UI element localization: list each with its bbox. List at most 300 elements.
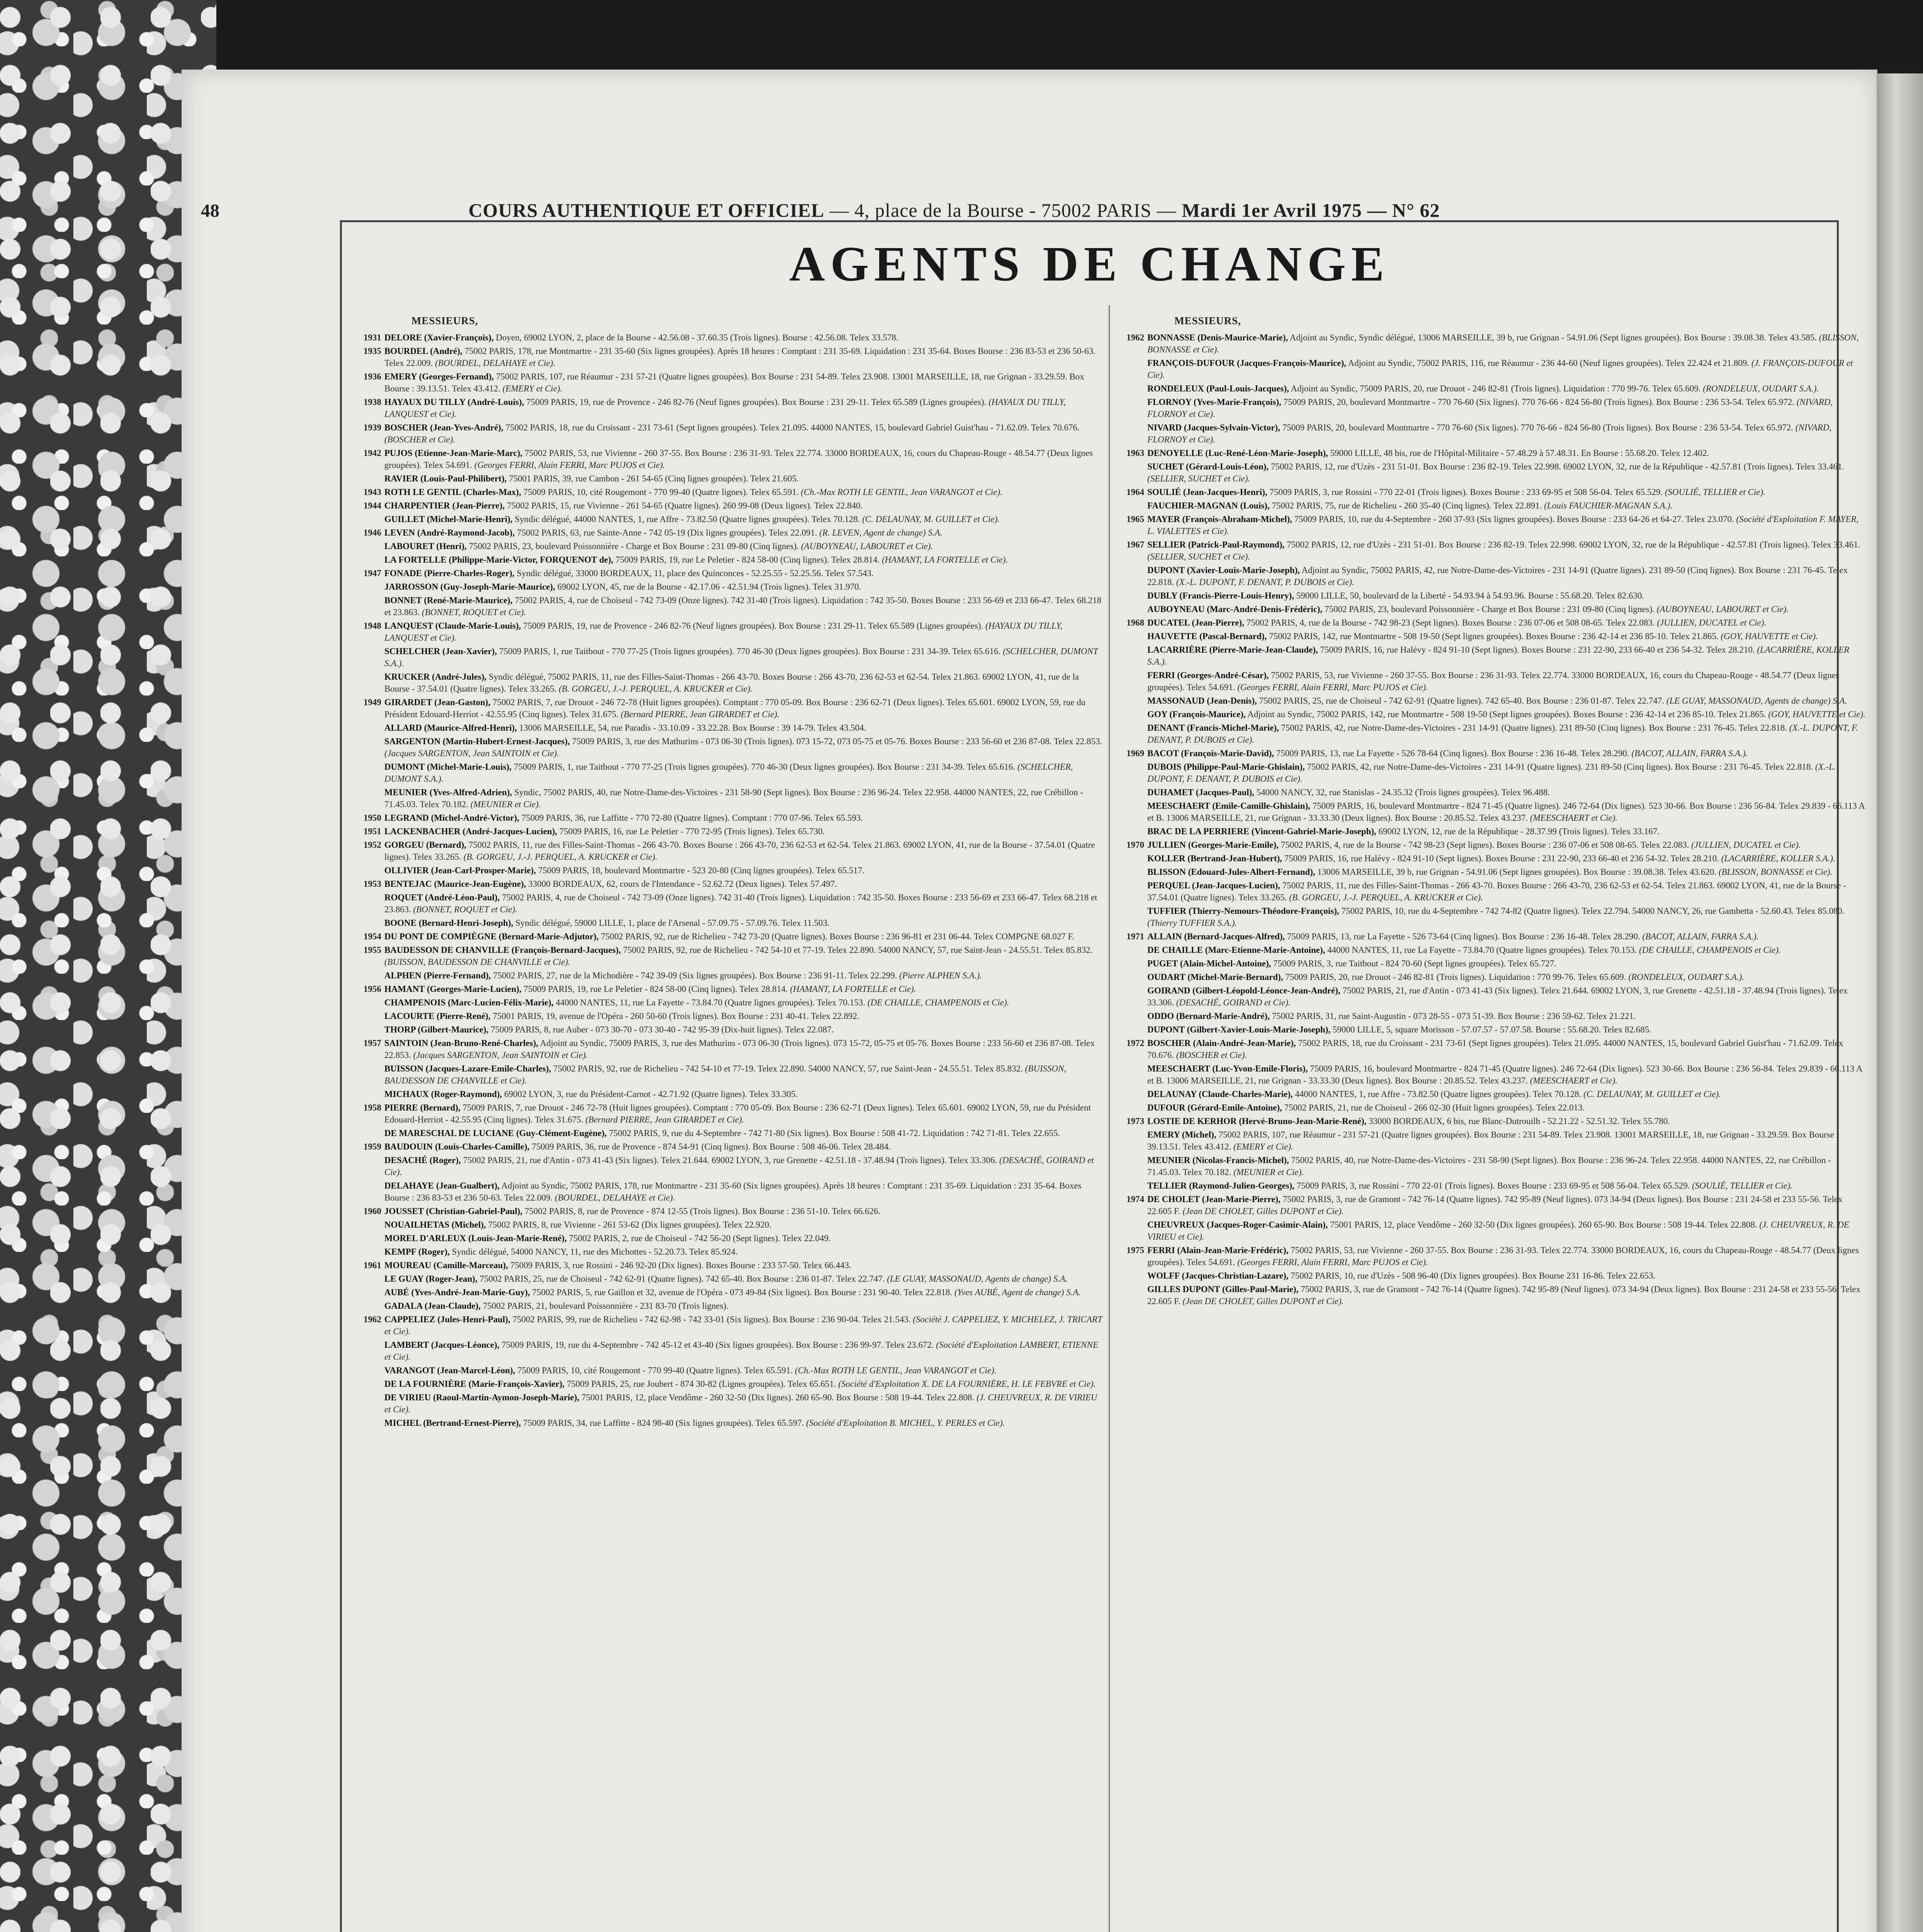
agent-entry — [357, 1010, 1103, 1022]
agent-firm: (JULLIEN, DUCATEL et Cie). — [1691, 840, 1801, 850]
agent-entry — [357, 1339, 1103, 1363]
agent-firm: (X.-L. DUPONT, F. DENANT, P. DUBOIS et Cie). — [1147, 723, 1858, 745]
agent-firm: (BACOT, ALLAIN, FARRA S.A.). — [1631, 748, 1748, 758]
entry-text — [384, 825, 1103, 837]
agent-name: FAUCHIER-MAGNAN (Louis), — [1147, 501, 1270, 510]
agent-details: 75009 PARIS, 25, rue Joubert - 874 30-82 (Lignes groupées). Telex 65.651. — [567, 1379, 836, 1389]
entry-year — [1120, 590, 1147, 602]
agent-name: MEUNIER (Nicolas-Francis-Michel), — [1147, 1155, 1289, 1165]
entry-text — [384, 878, 1103, 890]
agent-entry — [1120, 383, 1866, 395]
entry-text — [1147, 1270, 1866, 1282]
entry-text — [384, 1246, 1103, 1258]
agent-details: 75002 PARIS, 42, rue Notre-Dame-des-Victoires - 231 14-91 (Quatre lignes). 231 89-50 (Cinq lignes). Box Bourse : 231 76-45. Telex 22.818. — [1281, 723, 1787, 733]
agent-name: RONDELEUX (Paul-Louis-Jacques), — [1147, 384, 1289, 393]
entry-year — [357, 594, 384, 618]
entry-text — [1147, 1010, 1866, 1022]
agent-name: LACARRIÈRE (Pierre-Marie-Jean-Claude), — [1147, 645, 1318, 655]
entry-year — [357, 997, 384, 1009]
agent-entry — [357, 1286, 1103, 1298]
agent-entry — [1120, 357, 1866, 381]
entry-year — [357, 864, 384, 876]
agent-name: BENTEJAC (Maurice-Jean-Eugène), — [384, 879, 526, 889]
agent-name: KEMPF (Roger), — [384, 1247, 450, 1257]
entry-year — [1120, 1063, 1147, 1087]
page-edge-stack — [1877, 73, 1923, 1932]
agent-name: DE MARESCHAL DE LUCIANE (Guy-Clément-Eugène), — [384, 1128, 607, 1138]
entry-year: 1953 — [364, 879, 381, 889]
agent-details: Syndic délégué, 75002 PARIS, 11, rue des Filles-Saint-Thomas - 266 43-70. Boxes Bourse : 266 43-70, 236 62-53 et 62-54. Telex 21.863. 69002 LYON, 41, rue de la Bourse - 37.54.01 (Quatre lignes). Telex 33.265. — [384, 672, 1079, 694]
agent-name: MEESCHAERT (Emile-Camille-Ghislain), — [1147, 801, 1310, 811]
agent-name: EMERY (Georges-Fernand), — [384, 372, 494, 381]
agent-name: JARROSSON (Guy-Joseph-Marie-Maurice), — [384, 582, 555, 592]
agent-name: SUCHET (Gérard-Louis-Léon), — [1147, 462, 1269, 471]
entry-text — [1147, 1193, 1866, 1217]
agent-entry — [357, 1024, 1103, 1036]
agent-details: Adjoint au Syndic, 75002 PARIS, 116, rue Réaumur - 236 44-60 (Neuf lignes groupées). Telex 22.424 et 21.809. — [1348, 358, 1750, 368]
agent-entry — [357, 1391, 1103, 1415]
agent-name: AUBÉ (Yves-André-Jean-Marie-Guy), — [384, 1287, 530, 1297]
agent-firm: (SELLIER, SUCHET et Cie). — [1147, 552, 1250, 561]
agent-entry — [357, 486, 1103, 498]
agent-entry — [357, 1088, 1103, 1100]
agent-name: LACKENBACHER (André-Jacques-Lucien), — [384, 827, 557, 836]
entry-text — [1147, 461, 1866, 485]
agent-entry — [357, 696, 1103, 720]
agent-details: 75009 PARIS, 3, rue Rossini - 770 22-01 (Trois lignes). Boxes Bourse : 233 69-95 et 508 56-04. Telex 65.529. — [1296, 1181, 1690, 1190]
agent-name: BAUDOUIN (Louis-Charles-Camille), — [384, 1142, 530, 1151]
agent-firm: (C. DELAUNAY, M. GUILLET et Cie). — [1583, 1089, 1721, 1099]
agent-name: ALLARD (Maurice-Alfred-Henri), — [384, 723, 517, 733]
entry-year — [1120, 852, 1147, 864]
agent-entry — [1120, 708, 1866, 720]
agent-firm: (BLISSON, BONNASSE et Cie). — [1718, 867, 1833, 877]
agent-details: 75002 PARIS, 178, rue Montmartre - 231 35-60 (Six lignes groupées). Après 18 heures : Comptant : 231 35-69. Liquidation : 231 35-64. Boxes Bourse : 236 83-53 et 236 50-63. Telex 22.009. — [384, 346, 1096, 368]
entry-text — [384, 554, 1103, 566]
agent-name: DUCATEL (Jean-Pierre), — [1147, 618, 1244, 628]
entry-text — [384, 1417, 1103, 1429]
agent-firm: (GOY, HAUVETTE et Cie). — [1721, 631, 1818, 641]
agent-details: 75009 PARIS, 20, boulevard Montmartre - 770 76-60 (Six lignes). 770 76-66 - 824 56-80 (Trois lignes). Box Bourse : 236 53-54. Telex 65.972. — [1282, 423, 1793, 432]
right-column — [1120, 315, 1866, 1932]
agent-entry — [357, 983, 1103, 995]
agent-firm: (HAMANT, LA FORTELLE et Cie). — [790, 984, 916, 994]
agent-details: 75002 PARIS, 11, rue des Filles-Saint-Thomas - 266 43-70. Boxes Bourse : 266 43-70, 236 62-53 et 62-54. Telex 21.863. 69002 LYON, 41, rue de la Bourse - 37.54.01 (Quatre lignes). Telex 33.265. — [1147, 881, 1846, 902]
entry-text — [1147, 1063, 1866, 1087]
agent-details: 75002 PARIS, 25, rue de Choiseul - 742 62-91 (Quatre lignes). 742 65-40. Box Bourse : 236 01-87. Telex 22.747. — [1259, 696, 1665, 706]
agent-entry — [357, 997, 1103, 1009]
entry-year — [1120, 603, 1147, 615]
agent-firm: (LACARRIÈRE, KOLLER S.A.). — [1147, 645, 1850, 667]
entry-text — [384, 540, 1103, 552]
entry-text — [384, 983, 1103, 995]
agent-name: LEGRAND (Michel-André-Victor), — [384, 813, 520, 823]
agent-firm: (MEESCHAERT et Cie). — [1530, 1076, 1618, 1085]
entry-year — [1120, 669, 1147, 693]
page-title: AGENTS DE CHANGE — [789, 236, 1390, 291]
entry-year: 1944 — [364, 501, 381, 510]
agent-details: 75002 PARIS, 9, rue du 4-Septembre - 742 71-80 (Six lignes). Box Bourse : 508 41-72. Liquidation : 742 71-81. Telex 22.655. — [609, 1128, 1060, 1138]
agent-firm: (DE CHAILLE, CHAMPENOIS et Cie). — [867, 998, 1009, 1007]
agent-details: 75002 PARIS, 7, rue Drouot - 246 72-78 (Huit lignes groupées). Comptant : 770 05-09. Box Bourse : 236 62-71 (Deux lignes). Telex 65.601. 69002 LYON, 59, rue du Président Edouard-Herriot - 42.55.95 (Cinq lignes). Telex 31.675. — [384, 697, 1086, 719]
agent-entry — [1120, 617, 1866, 629]
agent-firm: (J. CHEUVREUX, R. DE VIRIEU et Cie). — [1147, 1220, 1849, 1242]
entry-year: 1948 — [364, 621, 381, 631]
agent-details: 75009 PARIS, 18, boulevard Montmartre - 523 20-80 (Cinq lignes groupées). Telex 65.517. — [538, 866, 865, 875]
agent-details: 75009 PARIS, 3, rue Taitbout - 824 70-60 (Sept lignes groupées). Telex 65.727. — [1273, 959, 1556, 968]
agent-entry — [1120, 905, 1866, 929]
entry-year — [357, 1232, 384, 1244]
agent-entry — [357, 786, 1103, 810]
agent-firm: (SELLIER, SUCHET et Cie). — [1147, 474, 1250, 483]
agent-entry — [357, 1180, 1103, 1204]
agent-name: DENANT (Francis-Michel-Marie), — [1147, 723, 1279, 733]
entry-year — [1120, 985, 1147, 1009]
entry-year — [1120, 1024, 1147, 1036]
entry-year — [357, 735, 384, 759]
agent-entry — [1120, 1193, 1866, 1217]
entry-text — [384, 513, 1103, 525]
agent-details: 75002 PARIS, 12, rue d'Uzès - 231 51-01. Box Bourse : 236 82-19. Telex 22.998. 69002 LYON, 32, rue de la République - 42.57.81 (Trois lignes). Telex 33.461. — [1287, 540, 1860, 549]
entry-text — [1147, 396, 1866, 420]
entry-text — [384, 473, 1103, 485]
agent-entry — [357, 878, 1103, 890]
agent-firm: (BONNET, ROQUET et Cie). — [413, 905, 518, 914]
agent-name: DE LA FOURNIÈRE (Marie-François-Xavier), — [384, 1379, 565, 1389]
agent-name: DUBLY (Francis-Pierre-Louis-Henry), — [1147, 591, 1294, 600]
agent-entry — [357, 1364, 1103, 1376]
entry-text — [384, 812, 1103, 824]
agent-details: 75002 PARIS, 18, rue du Croissant - 231 73-61 (Sept lignes groupées). Telex 21.095. 44000 NANTES, 15, boulevard Gabriel Guist'hau - 71.62.09. Telex 70.676. — [505, 423, 1080, 432]
agent-entry — [1120, 1154, 1866, 1178]
agent-details: 75009 PARIS, 8, rue Auber - 073 30-70 - 073 30-40 - 742 95-39 (Dix-huit lignes). Telex 22.087. — [491, 1025, 834, 1034]
agent-details: 75002 PARIS, 107, rue Réaumur - 231 57-21 (Quatre lignes groupées). Box Bourse : 231 54-89. Telex 23.908. 13001 MARSEILLE, 18, rue Grignan - 33.29.59. Box Bourse : 39.13.51. Telex 43.412. — [384, 372, 1084, 393]
agent-name: AUBOYNEAU (Marc-André-Denis-Frédéric), — [1147, 604, 1323, 614]
column-label: MESSIEURS, — [1174, 315, 1241, 327]
entry-text — [1147, 1088, 1866, 1100]
entry-text — [1147, 1037, 1866, 1061]
agent-entry — [357, 1417, 1103, 1429]
agent-details: 75009 PARIS, 1, rue Taitbout - 770 77-25 (Trois lignes groupées). 770 46-30 (Deux lignes groupées). Box Bourse : 231 34-39. Telex 65.616. — [499, 646, 1001, 656]
agent-name: LA FORTELLE (Philippe-Marie-Victor, FORQUENOT de), — [384, 555, 613, 565]
agent-details: 75001 PARIS, 12, place Vendôme - 260 32-50 (Dix lignes groupées). 260 65-90. Box Bourse : 508 19-44. Telex 22.808. — [1330, 1220, 1757, 1230]
agent-details: 75002 PARIS, 15, rue Vivienne - 261 54-65 (Quatre lignes). 260 99-08 (Deux lignes). Telex 22.840. — [507, 501, 863, 510]
agent-entry — [1120, 930, 1866, 942]
agent-firm: (X.-L. DUPONT, F. DENANT, P. DUBOIS et Cie). — [1176, 577, 1354, 587]
agent-firm: (NIVARD, FLORNOY et Cie). — [1147, 397, 1833, 419]
entry-year — [357, 554, 384, 566]
entry-year — [1120, 644, 1147, 668]
agent-firm: (NIVARD, FLORNOY et Cie). — [1147, 423, 1832, 444]
agent-entry — [1120, 761, 1866, 785]
agent-name: ALLAIN (Bernard-Jacques-Alfred), — [1147, 932, 1285, 941]
agent-details: 75002 PARIS, 42, rue Notre-Dame-des-Victoires - 231 14-91 (Quatre lignes). 231 89-50 (Cinq lignes). Box Bourse : 231 76-45. Telex 22.818. — [1307, 762, 1813, 772]
agent-firm: (Pierre ALPHEN S.A.). — [899, 971, 982, 980]
agent-firm: (J. CHEUVREUX, R. DE VIRIEU et Cie). — [384, 1393, 1097, 1414]
entry-year — [1120, 866, 1147, 878]
agent-entry — [357, 1259, 1103, 1271]
entry-text — [1147, 839, 1866, 851]
agent-name: KRUCKER (André-Jules), — [384, 672, 487, 682]
agent-details: 75009 PARIS, 1, rue Taitbout - 770 77-25 (Trois lignes groupées). 770 46-30 (Deux lignes groupées). Box Bourse : 231 34-39. Telex 65.616. — [513, 762, 1016, 772]
agent-firm: (BACOT, ALLAIN, FARRA S.A.). — [1642, 932, 1759, 941]
agent-firm: (Société d'Exploitation LAMBERT, ETIENNE et Cie). — [384, 1340, 1098, 1362]
entry-year: 1952 — [364, 840, 381, 850]
agent-details: 75001 PARIS, 19, avenue de l'Opéra - 260 50-60 (Trois lignes). Box Bourse : 231 40-41. Telex 22.892. — [493, 1011, 860, 1021]
agent-details: Adjoint au Syndic, 75009 PARIS, 20, rue Drouot - 246 82-81 (Trois lignes). Liquidation : 770 99-76. Telex 65.609. — [1291, 384, 1701, 393]
agent-details: 75009 PARIS, 36, rue de Provence - 874 54-91 (Cinq lignes). Box Bourse : 508 46-06. Telex 28.484. — [532, 1142, 891, 1151]
entry-text — [384, 594, 1103, 618]
publication-date: Mardi 1er Avril 1975 — N° 62 — [1182, 199, 1440, 221]
agent-details: 59000 LILLE, 48 bis, rue de l'Hôpital-Militaire - 57.48.29 à 57.48.31. En Bourse : 55.68.20. Telex 12.402. — [1330, 448, 1709, 458]
agent-details: 75002 PARIS, 40, rue Notre-Dame-des-Victoires - 231 58-90 (Sept lignes). Box Bourse : 236 96-24. Telex 22.958. 44000 NANTES, 22, rue Crébillon - 71.45.03. Telex 70.182. — [1147, 1155, 1831, 1177]
agent-entry — [357, 345, 1103, 369]
agent-name: DENOYELLE (Luc-René-Léon-Marie-Joseph), — [1147, 448, 1328, 458]
entry-year — [357, 513, 384, 525]
agent-name: DE VIRIEU (Raoul-Martin-Aymon-Joseph-Marie), — [384, 1393, 579, 1402]
agent-name: ODDO (Bernard-Marie-André), — [1147, 1011, 1270, 1021]
agent-details: 75002 PARIS, 3, rue de Gramont - 742 76-14 (Quatre lignes). 742 95-89 (Neuf lignes). 073 34-94 (Deux lignes). Box Bourse : 231 24-58 et 233 55-56. Telex 22.605 F. — [1147, 1284, 1861, 1306]
agent-entry — [357, 396, 1103, 420]
agent-name: MEUNIER (Yves-Alfred-Adrien), — [384, 787, 512, 797]
entry-text — [384, 1339, 1103, 1363]
entry-year — [357, 1088, 384, 1100]
entry-text — [1147, 644, 1866, 668]
entry-year: 1955 — [364, 945, 381, 955]
agent-name: SELLIER (Patrick-Paul-Raymond), — [1147, 540, 1285, 549]
entry-text — [384, 1219, 1103, 1231]
agent-entry — [1120, 695, 1866, 707]
entry-year: 1959 — [364, 1142, 381, 1151]
entry-text — [1147, 761, 1866, 785]
agent-firm: (BONNET, ROQUET et Cie). — [422, 607, 526, 617]
agent-details: 75009 PARIS, 19, rue de Provence - 246 82-76 (Neuf lignes groupées). Box Bourse : 231 29-11. Telex 65.589 (Lignes groupées). — [526, 397, 987, 407]
agent-entry — [1120, 513, 1866, 537]
entry-text — [384, 1273, 1103, 1285]
agent-entry — [357, 645, 1103, 669]
agent-firm: (EMERY et Cie). — [502, 384, 562, 393]
entry-year — [357, 1417, 384, 1429]
entry-text — [384, 500, 1103, 512]
agent-entry — [357, 620, 1103, 644]
agent-name: HAUVETTE (Pascal-Bernard), — [1147, 631, 1267, 641]
agent-name: TELLIER (Raymond-Julien-Georges), — [1147, 1181, 1294, 1190]
agent-firm: (JULLIEN, DUCATEL et Cie). — [1657, 618, 1767, 628]
agent-entry — [1120, 1102, 1866, 1114]
agent-name: BONNASSE (Denis-Maurice-Marie), — [1147, 333, 1288, 342]
entry-year: 1949 — [364, 697, 381, 707]
entry-text — [384, 917, 1103, 929]
agent-name: CHEUVREUX (Jacques-Roger-Casimir-Alain), — [1147, 1220, 1328, 1230]
agent-entry — [357, 473, 1103, 485]
agent-name: NOUAILHETAS (Michel), — [384, 1220, 486, 1230]
agent-firm: (B. GORGEU, J.-J. PERQUEL, A. KRUCKER et Cie). — [559, 684, 753, 694]
agent-details: 75009 PARIS, 19, rue de Provence - 246 82-76 (Neuf lignes groupées). Box Bourse : 231 29-11. Telex 65.589 (Lignes groupées). — [523, 621, 984, 631]
agent-details: 75009 PARIS, 16, rue Le Peletier - 770 72-95 (Trois lignes). Telex 65.730. — [559, 827, 825, 836]
entry-text — [1147, 800, 1866, 824]
agent-entry — [1120, 332, 1866, 355]
agent-details: 75009 PARIS, 16, rue Halévy - 824 91-10 (Sept lignes). Boxes Bourse : 231 22-90, 233 66-40 et 236 54-32. Telex 28.210. — [1284, 854, 1719, 863]
entry-text — [1147, 1244, 1866, 1268]
entry-year — [357, 645, 384, 669]
agent-entry — [357, 864, 1103, 876]
agent-entry — [1120, 1270, 1866, 1282]
agent-firm: (Société d'Exploitation F. MAYER, L. VIALETTES et Cie). — [1147, 514, 1859, 536]
entry-text — [1147, 539, 1866, 563]
agent-firm: (HAYAUX DU TILLY, LANQUEST et Cie). — [384, 621, 1063, 643]
entry-year — [1120, 1270, 1147, 1282]
agent-details: 75002 PARIS, 8, rue de Provence - 874 12-55 (Trois lignes). Box Bourse : 236 51-10. Telex 66.626. — [525, 1206, 880, 1216]
entry-text — [1147, 630, 1866, 642]
column-divider — [1109, 305, 1110, 1932]
entry-text — [384, 1154, 1103, 1178]
agent-details: 75002 PARIS, 53, rue Vivienne - 260 37-55. Box Bourse : 236 31-93. Telex 22.774. 33000 BORDEAUX, 16, cours du Chapeau-Rouge - 48.54.77 (Deux lignes groupées). Telex 54.691. — [384, 448, 1093, 470]
entry-text — [1147, 1129, 1866, 1153]
entry-year: 1946 — [364, 528, 381, 537]
page-number: 48 — [201, 201, 219, 221]
agent-name: MICHEL (Bertrand-Ernest-Pierre), — [384, 1418, 521, 1428]
agent-name: BLISSON (Edouard-Jules-Albert-Fernand), — [1147, 867, 1315, 877]
agent-name: LAMBERT (Jacques-Léonce), — [384, 1340, 499, 1350]
entry-text — [384, 486, 1103, 498]
entry-text — [384, 1180, 1103, 1204]
agent-details: 75002 PARIS, 53, rue Vivienne - 260 37-55. Box Bourse : 236 31-93. Telex 22.774. 33000 BORDEAUX, 16, cours du Chapeau-Rouge - 48.54.77 (Deux lignes groupées). Telex 54.691. — [1147, 1245, 1859, 1267]
agent-name: DUPONT (Xavier-Louis-Marie-Joseph), — [1147, 565, 1300, 575]
entry-year — [357, 1154, 384, 1178]
agent-name: DUHAMET (Jacques-Paul), — [1147, 787, 1254, 797]
entry-year — [1120, 1129, 1147, 1153]
entry-text — [384, 1205, 1103, 1217]
agent-firm: (BOSCHER et Cie). — [384, 435, 455, 444]
agent-details: 44000 NANTES, 11, rue La Fayette - 73.84.70 (Quatre lignes groupées). Telex 70.153. — [555, 998, 865, 1007]
agent-details: 75002 PARIS, 4, rue de la Bourse - 742 98-23 (Sept lignes). Boxes Bourse : 236 07-06 et 508 08-65. Telex 22.083. — [1281, 840, 1689, 850]
entry-text — [384, 891, 1103, 915]
entry-text — [384, 447, 1103, 471]
entry-text — [1147, 1024, 1866, 1036]
agent-name: LE GUAY (Roger-Jean), — [384, 1274, 477, 1284]
agent-firm: (DE CHAILLE, CHAMPENOIS et Cie). — [1639, 945, 1781, 955]
agent-entry — [357, 1102, 1103, 1126]
agent-name: DELAUNAY (Claude-Charles-Marie), — [1147, 1089, 1293, 1099]
agent-details: 75002 PARIS, 75, rue de Richelieu - 260 35-40 (Cinq lignes). Telex 22.891. — [1272, 501, 1542, 510]
agent-entry — [1120, 800, 1866, 824]
agent-details: 75009 PARIS, 36, rue Laffitte - 770 72-80 (Quatre lignes). Comptant : 770 07-96. Telex 65.593. — [521, 813, 863, 823]
agent-entry — [357, 1246, 1103, 1258]
entry-year — [1120, 1010, 1147, 1022]
agent-name: FONADE (Pierre-Charles-Roger), — [384, 568, 515, 578]
entry-text — [1147, 486, 1866, 498]
agent-details: 75009 PARIS, 19, rue Le Peletier - 824 58-00 (Cinq lignes). Telex 28.814. — [615, 555, 880, 565]
agent-details: 75002 PARIS, 23, boulevard Poissonnière - Charge et Box Bourse : 231 09-80 (Cinq lignes). — [1324, 604, 1655, 614]
entry-year: 1954 — [364, 932, 381, 941]
entry-year — [1120, 971, 1147, 983]
agent-name: MOREL D'ARLEUX (Louis-Jean-Marie-René), — [384, 1233, 567, 1243]
agent-firm: (BOURDEL, DELAHAYE et Cie). — [435, 358, 555, 368]
agent-entry — [1120, 461, 1866, 485]
agent-entry — [357, 1232, 1103, 1244]
entry-year — [357, 1219, 384, 1231]
agent-firm: (R. LEVEN, Agent de change) S.A. — [819, 528, 943, 537]
entry-text — [1147, 513, 1866, 537]
agent-entry — [357, 513, 1103, 525]
agent-details: 75002 PARIS, 5, rue Gaillon et 32, avenue de l'Opéra - 073 49-84 (Six lignes). Box Bourse : 231 90-40. Telex 22.818. — [532, 1287, 952, 1297]
agent-entry — [1120, 1037, 1866, 1061]
agent-details: 75002 PARIS, 31, rue Saint-Augustin - 073 28-55 - 073 51-39. Box Bourse : 236 59-62. Telex 21.221. — [1272, 1011, 1636, 1021]
agent-name: HAYAUX DU TILLY (André-Louis), — [384, 397, 524, 407]
agent-details: Syndic délégué, 59000 LILLE, 1, place de l'Arsenal - 57.09.75 - 57.09.76. Telex 11.503. — [515, 918, 830, 928]
agent-name: PUJOS (Etienne-Jean-Marie-Marc), — [384, 448, 523, 458]
entry-year: 1967 — [1126, 540, 1144, 549]
agent-name: DE CHOLET (Jean-Marie-Pierre), — [1147, 1194, 1281, 1204]
agent-name: ROTH LE GENTIL (Charles-Max), — [384, 487, 521, 497]
entry-year — [357, 1300, 384, 1312]
agent-entry — [1120, 1219, 1866, 1243]
publication-title: COURS AUTHENTIQUE ET OFFICIEL — [468, 199, 824, 221]
entry-text — [384, 1378, 1103, 1390]
entry-text — [1147, 1115, 1866, 1127]
agent-entry — [1120, 957, 1866, 969]
agent-name: BOSCHER (Jean-Yves-André), — [384, 423, 503, 432]
agent-details: 75009 PARIS, 10, cité Rougemont - 770 99-40 (Quatre lignes). Telex 65.591. — [523, 487, 799, 497]
agent-name: OUDART (Michel-Marie-Bernard), — [1147, 972, 1283, 982]
entry-year — [357, 891, 384, 915]
agent-entry — [1120, 866, 1866, 878]
agent-details: 75002 PARIS, 92, rue de Richelieu - 742 54-10 et 77-19. Telex 22.890. 54000 NANCY, 57, rue Saint-Jean - 24.55.51. Telex 85.832. — [623, 945, 1093, 955]
entry-text — [384, 696, 1103, 720]
agent-entry — [357, 825, 1103, 837]
entry-year: 1942 — [364, 448, 381, 458]
entry-text — [384, 930, 1103, 942]
agent-firm: (Thierry TUFFIER S.A.). — [1147, 918, 1237, 928]
entry-year — [1120, 722, 1147, 746]
agent-entry — [357, 371, 1103, 395]
agent-name: GILLES DUPONT (Gilles-Paul-Marie), — [1147, 1284, 1299, 1294]
publication-address: — 4, place de la Bourse - 75002 PARIS — — [829, 199, 1177, 221]
agent-firm: (Bernard PIERRE, Jean GIRARDET et Cie). — [585, 1115, 744, 1124]
agent-name: FLORNOY (Yves-Marie-François), — [1147, 397, 1281, 407]
agent-entry — [1120, 486, 1866, 498]
agent-name: GOY (François-Maurice), — [1147, 709, 1246, 719]
agent-entry — [357, 1205, 1103, 1217]
agent-firm: (Jean DE CHOLET, Gilles DUPONT et Cie). — [1182, 1296, 1344, 1306]
agent-firm: (BLISSON, BONNASSE et Cie). — [1147, 333, 1859, 354]
agent-entry — [357, 500, 1103, 512]
entry-text — [384, 839, 1103, 863]
agent-entry — [357, 1273, 1103, 1285]
entry-text — [384, 671, 1103, 695]
agent-name: FERRI (Georges-André-César), — [1147, 670, 1269, 680]
entry-year — [1120, 1219, 1147, 1243]
agent-details: 75002 PARIS, 2, rue de Choiseul - 742 56-20 (Sept lignes). Telex 22.049. — [569, 1233, 831, 1243]
agent-entry — [1120, 396, 1866, 420]
agent-details: 13006 MARSEILLE, 39 b, rue Grignan - 54.91.06 (Sept lignes groupées). Box Bourse : 39.08.38. Telex 43.620. — [1317, 867, 1717, 877]
agent-name: SARGENTON (Martin-Hubert-Ernest-Jacques), — [384, 736, 570, 746]
entry-text — [1147, 985, 1866, 1009]
entry-text — [1147, 669, 1866, 693]
agent-details: 54000 NANCY, 32, rue Stanislas - 24.35.32 (Trois lignes groupées). Telex 96.488. — [1256, 787, 1550, 797]
entry-year — [1120, 564, 1147, 588]
entry-year — [1120, 800, 1147, 824]
entry-text — [384, 1259, 1103, 1271]
agent-firm: (Yves AUBÉ, Agent de change) S.A. — [954, 1287, 1081, 1297]
agent-name: TUFFIER (Thierry-Nemours-Théodore-François), — [1147, 906, 1339, 916]
entry-year: 1964 — [1126, 487, 1144, 497]
agent-name: PERQUEL (Jean-Jacques-Lucien), — [1147, 881, 1280, 890]
entry-year — [1120, 1180, 1147, 1192]
entry-year: 1961 — [364, 1260, 381, 1270]
agent-details: 75009 PARIS, 3, rue des Mathurins - 073 06-30 (Trois lignes). 073 15-72, 073 05-75 et 05-76. Boxes Bourse : 233 56-60 et 236 87-08. Telex 22.853. — [572, 736, 1102, 746]
entry-text — [384, 997, 1103, 1009]
